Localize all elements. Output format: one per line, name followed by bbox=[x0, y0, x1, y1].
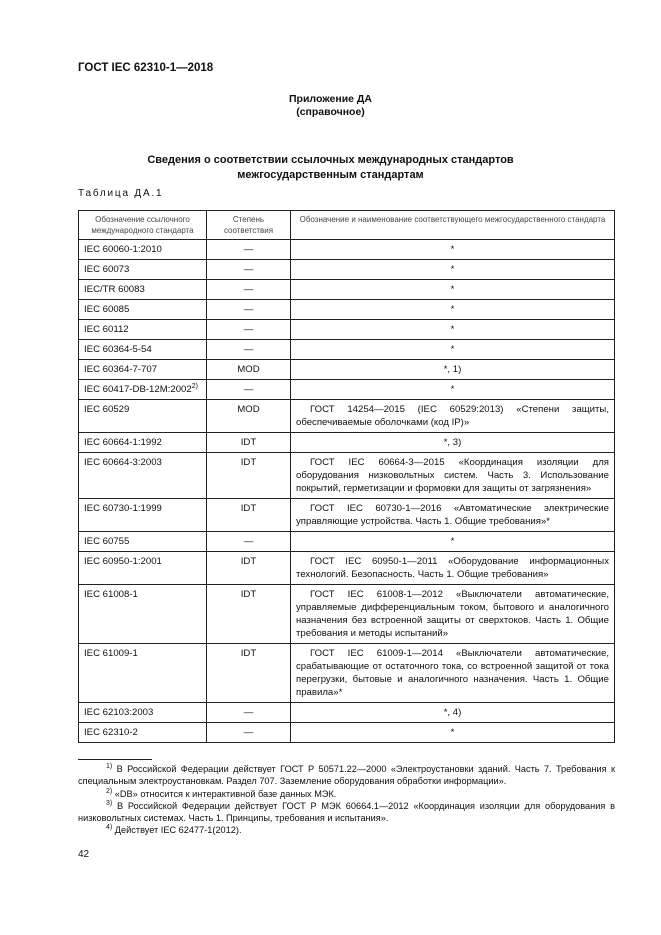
reference-standard bbox=[79, 360, 207, 380]
table-row bbox=[79, 499, 615, 532]
table-row bbox=[79, 433, 615, 453]
footnote-mark: 2) bbox=[106, 787, 113, 795]
degree-of-conformity: — bbox=[207, 723, 291, 743]
footnote-text: В Российской Федерации действует ГОСТ Р 50571.22—2000 «Электроустановки зданий. Часть 7. Требования к специальным электроустановкам. Раздел 707. Заземление оборудования обработки информации». bbox=[78, 764, 615, 787]
table-row bbox=[79, 453, 615, 499]
page-number: 42 bbox=[78, 848, 90, 860]
degree-of-conformity: MOD bbox=[207, 400, 291, 433]
standard-code: IEC 62103:2003 bbox=[84, 707, 154, 718]
reference-standard bbox=[79, 499, 207, 532]
reference-standard bbox=[79, 300, 207, 320]
footnote bbox=[78, 824, 615, 836]
table-row bbox=[79, 360, 615, 380]
standard-code: IEC 60060-1:2010 bbox=[84, 244, 162, 255]
interstate-standard: * bbox=[291, 260, 615, 280]
table-row bbox=[79, 380, 615, 400]
document-header: ГОСТ IEC 62310-1—2018 bbox=[78, 62, 214, 74]
table-row bbox=[79, 400, 615, 433]
header-interstate-standard: Обозначение и наименование соответствующего межгосударственного стандарта bbox=[291, 211, 615, 240]
interstate-standard: ГОСТ IEC 61009-1—2014 «Выключатели автоматические, срабатывающие от остаточного тока, со встроенной защитой от тока перегрузки, бытовые и аналогичного назначения. Часть 1. Общие правила»* bbox=[291, 644, 615, 703]
interstate-standard: ГОСТ IEC 60664-3—2015 «Координация изоляции для оборудования низковольтных систем. Часть 3. Использование покрытий, герметизации и формовки для защиты от загрязнения» bbox=[291, 453, 615, 499]
degree-of-conformity: IDT bbox=[207, 499, 291, 532]
interstate-standard: * bbox=[291, 280, 615, 300]
interstate-standard: ГОСТ IEC 60950-1—2011 «Оборудование информационных технологий. Безопасность. Часть 1. Общие требования» bbox=[291, 552, 615, 585]
interstate-standard: * bbox=[291, 240, 615, 260]
section-title-line1: Сведения о соответствии ссылочных международных стандартов bbox=[147, 154, 514, 166]
appendix-title: Приложение ДА bbox=[289, 93, 372, 105]
degree-of-conformity: — bbox=[207, 703, 291, 723]
header-reference-standard: Обозначение ссылочного международного стандарта bbox=[79, 211, 207, 240]
reference-standard bbox=[79, 532, 207, 552]
reference-standard bbox=[79, 240, 207, 260]
table-row bbox=[79, 280, 615, 300]
reference-standard bbox=[79, 585, 207, 644]
degree-of-conformity: IDT bbox=[207, 644, 291, 703]
table-row bbox=[79, 532, 615, 552]
standard-code: IEC 61009-1 bbox=[84, 648, 138, 659]
interstate-standard: * bbox=[291, 532, 615, 552]
standard-code: IEC 60073 bbox=[84, 264, 130, 275]
standard-code: IEC 61008-1 bbox=[84, 589, 138, 600]
interstate-standard: *, 3) bbox=[291, 433, 615, 453]
degree-of-conformity: — bbox=[207, 280, 291, 300]
table-row bbox=[79, 552, 615, 585]
interstate-standard: * bbox=[291, 320, 615, 340]
reference-standard bbox=[79, 340, 207, 360]
reference-standard bbox=[79, 320, 207, 340]
content-flow bbox=[78, 210, 615, 880]
interstate-standard: * bbox=[291, 380, 615, 400]
table-row bbox=[79, 723, 615, 743]
standard-code: IEC 60364-5-54 bbox=[84, 344, 152, 355]
degree-of-conformity: IDT bbox=[207, 552, 291, 585]
footnote-text: Действует IEC 62477-1(2012). bbox=[114, 825, 242, 836]
reference-standard bbox=[79, 644, 207, 703]
table-header-row bbox=[79, 211, 615, 240]
reference-standard bbox=[79, 433, 207, 453]
reference-standard bbox=[79, 380, 207, 400]
interstate-standard: ГОСТ IEC 61008-1—2012 «Выключатели автоматические, управляемые дифференциальным током, бытового и аналогичного назначения без встроенной защиты от сверхтоков. Часть 1. Общие требования и методы испытаний» bbox=[291, 585, 615, 644]
table-label: Таблица ДА.1 bbox=[78, 188, 164, 199]
interstate-standard: ГОСТ IEC 60730-1—2016 «Автоматические электрические управляющие устройства. Часть 1. Общие требования»* bbox=[291, 499, 615, 532]
standard-code: IEC 60730-1:1999 bbox=[84, 503, 162, 514]
degree-of-conformity: IDT bbox=[207, 585, 291, 644]
standard-code: IEC 60417-DB-12M:2002 bbox=[84, 384, 192, 395]
interstate-standard: * bbox=[291, 340, 615, 360]
reference-standard bbox=[79, 703, 207, 723]
footnote bbox=[78, 763, 615, 788]
footnote-mark: 3) bbox=[106, 799, 113, 807]
table-row bbox=[79, 703, 615, 723]
standard-code: IEC 60664-3:2003 bbox=[84, 457, 162, 468]
standard-code: IEC 60755 bbox=[84, 536, 130, 547]
standard-code: IEC 60950-1:2001 bbox=[84, 556, 162, 567]
interstate-standard: *, 4) bbox=[291, 703, 615, 723]
standard-code: IEC 60112 bbox=[84, 324, 129, 335]
footnotes bbox=[78, 763, 615, 837]
footnote-ref: 2) bbox=[191, 382, 198, 390]
degree-of-conformity: — bbox=[207, 300, 291, 320]
standard-code: IEC 60529 bbox=[84, 404, 130, 415]
footnote-mark: 1) bbox=[106, 762, 113, 770]
degree-of-conformity: IDT bbox=[207, 433, 291, 453]
reference-standard bbox=[79, 260, 207, 280]
table-row bbox=[79, 260, 615, 280]
standard-code: IEC 60664-1:1992 bbox=[84, 437, 162, 448]
reference-standard bbox=[79, 400, 207, 433]
table-row bbox=[79, 320, 615, 340]
appendix-subtitle: (справочное) bbox=[296, 106, 365, 118]
interstate-standard: * bbox=[291, 723, 615, 743]
table-row bbox=[79, 300, 615, 320]
standards-table bbox=[78, 210, 615, 743]
degree-of-conformity: MOD bbox=[207, 360, 291, 380]
footnote-text: «DB» относится к интерактивной базе данных МЭК. bbox=[114, 788, 337, 799]
interstate-standard: * bbox=[291, 300, 615, 320]
header-degree: Степень соответствия bbox=[207, 211, 291, 240]
table-row bbox=[79, 644, 615, 703]
degree-of-conformity: — bbox=[207, 340, 291, 360]
standard-code: IEC 60364-7-707 bbox=[84, 364, 158, 375]
degree-of-conformity: — bbox=[207, 380, 291, 400]
table-row bbox=[79, 340, 615, 360]
degree-of-conformity: — bbox=[207, 532, 291, 552]
reference-standard bbox=[79, 723, 207, 743]
reference-standard bbox=[79, 552, 207, 585]
standard-code: IEC/TR 60083 bbox=[84, 284, 145, 295]
interstate-standard: ГОСТ 14254—2015 (IEC 60529:2013) «Степени защиты, обеспечиваемые оболочками (код IP)» bbox=[291, 400, 615, 433]
section-title bbox=[0, 153, 661, 183]
degree-of-conformity: IDT bbox=[207, 453, 291, 499]
table-row bbox=[79, 240, 615, 260]
table-row bbox=[79, 585, 615, 644]
reference-standard bbox=[79, 280, 207, 300]
reference-standard bbox=[79, 453, 207, 499]
degree-of-conformity: — bbox=[207, 320, 291, 340]
interstate-standard: *, 1) bbox=[291, 360, 615, 380]
section-title-line2: межгосударственным стандартам bbox=[237, 169, 424, 181]
footnote bbox=[78, 788, 615, 800]
footnote bbox=[78, 800, 615, 825]
degree-of-conformity: — bbox=[207, 240, 291, 260]
degree-of-conformity: — bbox=[207, 260, 291, 280]
footnote-text: В Российской Федерации действует ГОСТ Р МЭК 60664.1—2012 «Координация изоляции для оборудования в низковольтных системах. Часть 1. Принципы, требования и испытания». bbox=[78, 800, 615, 824]
standard-code: IEC 62310-2 bbox=[84, 727, 138, 738]
footnote-separator bbox=[78, 759, 152, 760]
footnote-mark: 4) bbox=[106, 824, 113, 832]
standard-code: IEC 60085 bbox=[84, 304, 130, 315]
